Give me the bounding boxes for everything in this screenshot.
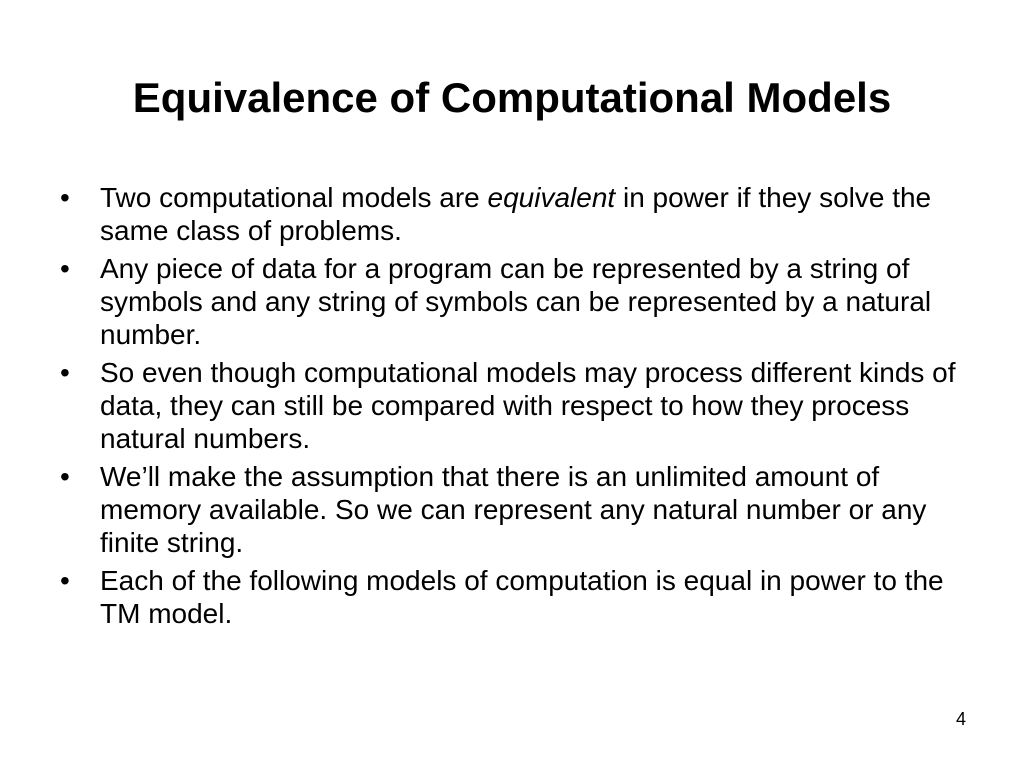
bullet-text [100,182,931,246]
bullet-marker: • [60,565,70,596]
bullet-text: So even though computational models may process different kinds of data, they can still be compared with respect to how they process natural numbers. [100,357,956,454]
bullet-text-part: in power if they solve the same class of problems. [100,182,932,246]
bullet-item [60,181,970,247]
bullet-item [60,460,970,559]
bullet-text: We’ll make the assumption that there is an unlimited amount of memory available. So we can represent any natural number or any finite string. [100,461,927,558]
bullet-item [60,252,970,351]
bullet-marker: • [60,461,70,492]
bullet-item [60,356,970,455]
slide-title: Equivalence of Computational Models [132,74,892,121]
bullet-text-part: Two computational models are [100,182,488,213]
bullet-text: Each of the following models of computation is equal in power to the TM model. [100,565,944,629]
page-number: 4 [955,709,966,729]
bullet-text: Any piece of data for a program can be represented by a string of symbols and any string of symbols can be represented by a natural number. [100,253,932,350]
emphasis-text: equivalent [487,182,616,213]
bullet-marker: • [60,182,70,213]
bullet-item [60,564,970,630]
bullet-marker: • [60,253,70,284]
bullet-marker: • [60,357,70,388]
bullet-list [60,181,970,635]
